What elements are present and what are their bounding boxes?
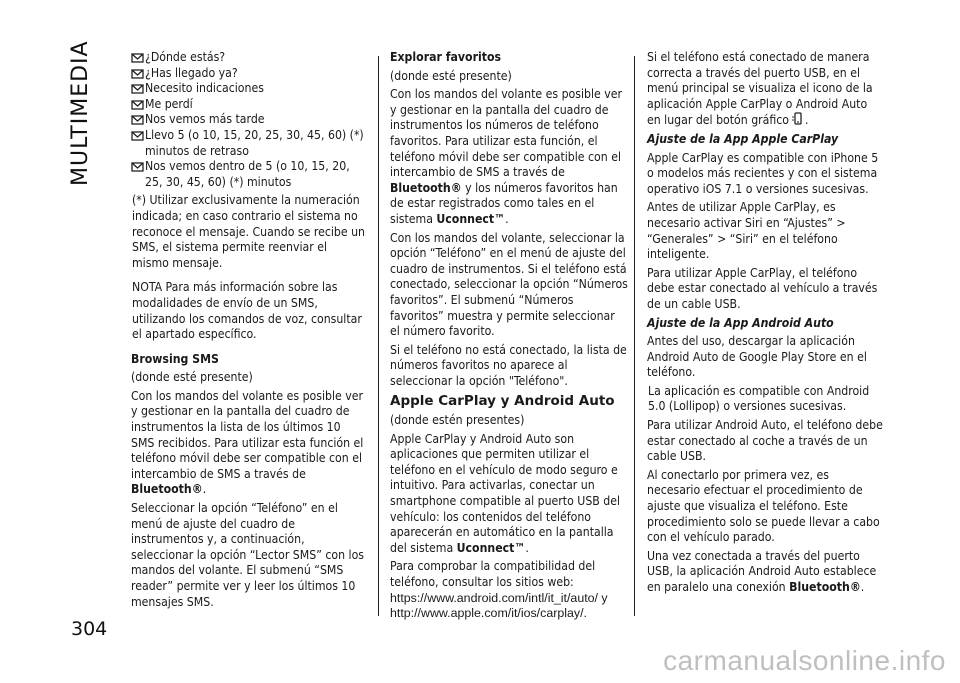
browsing-sms-heading: Browsing SMS <box>131 351 219 366</box>
page-number: 304 <box>71 618 108 640</box>
list-item-text: Nos vemos dentro de 5 (o 10, 15, 20, 25, 30, 45, 60) (*) minutos <box>145 159 350 189</box>
explore-favorites-paragraph-3: Si el teléfono no está conectado, la lista de números favoritos no aparece al seleccionar la opción "Teléfono". <box>390 342 627 388</box>
envelope-icon <box>131 160 145 174</box>
android-paragraph-3: Para utilizar Android Auto, el teléfono debe estar conectado al coche a través de un cable USB. <box>647 418 883 464</box>
apple-paragraph-2: Antes de utilizar Apple CarPlay, es necesario activar Siri en “Ajustes” > “Generales” > “Siri” en el teléfono inteligente. <box>647 200 846 262</box>
list-item-text: Me perdí <box>145 96 193 111</box>
apple-paragraph-3: Para utilizar Apple CarPlay, el teléfono debe estar conectado al vehículo a través de un cable USB. <box>647 265 878 311</box>
smartphone-icon <box>791 112 805 126</box>
list-item <box>131 97 365 113</box>
android-auto-heading: Ajuste de la App Android Auto <box>647 315 834 330</box>
android-paragraph-5: Una vez conectada a través del puerto USB, la aplicación Android Auto establece en paralelo una conexión Bluetooth®. <box>647 548 877 594</box>
list-item <box>131 50 365 66</box>
list-item-text: Necesito indicaciones <box>145 81 264 96</box>
envelope-icon <box>131 51 145 65</box>
apple-url: http://www.apple.com/it/ios/carplay/. <box>390 606 587 621</box>
note-paragraph: NOTA Para más información sobre las modalidades de envío de un SMS, utilizando los comandos de voz, consultar el apartado específico. <box>132 280 362 342</box>
list-item-text: ¿Dónde estás? <box>145 50 226 64</box>
footnote: (*) Utilizar exclusivamente la numeración indicada; en caso contrario el sistema no reconoce el mensaje. Cuando se recibe un SMS, el sistema permite reenviar el mismo mensaje. <box>132 193 366 270</box>
list-item <box>131 66 365 82</box>
section-side-title: MULTIMEDIA <box>68 40 93 186</box>
carplay-section-heading: Apple CarPlay y Android Auto <box>390 393 615 410</box>
browsing-sms-paragraph-1: Con los mandos del volante es posible ver y gestionar en la pantalla del cuadro de instrumentos la lista de los últimos 10 SMS recibidos. Para utilizar esta función el teléfono móvil debe ser compatible con el intercambio de SMS a través de Bluetooth®. <box>131 388 364 497</box>
envelope-icon <box>131 129 145 143</box>
apple-paragraph-1: Apple CarPlay es compatible con iPhone 5 o modelos más recientes y con el sistema operativo iOS 7.1 o versiones sucesivas. <box>647 150 879 196</box>
browsing-sms-subtitle: (donde esté presente) <box>131 370 253 385</box>
envelope-icon <box>131 113 145 127</box>
carplay-paragraph-1: Apple CarPlay y Android Auto son aplicaciones que permiten utilizar el teléfono en el vehículo de modo seguro e intuitivo. Para activarlas, conectar un smartphone compatible al puerto USB del vehículo: los contenidos del teléfono aparecerán en automático en la pantalla del sistema Uconnect™. <box>390 431 621 555</box>
connection-paragraph: Si el teléfono está conectado de manera correcta a través del puerto USB, en el menú principal se visualiza el icono de la aplicación Apple CarPlay o Android Auto en lugar del botón gráfico . <box>647 50 873 128</box>
envelope-icon <box>131 98 145 112</box>
android-url: https://www.android.com/intl/it_it/auto/ y <box>390 590 608 605</box>
envelope-icon <box>131 82 145 96</box>
list-item-text: ¿Has llegado ya? <box>145 65 238 80</box>
android-paragraph-1: Antes del uso, descargar la aplicación Android Auto de Google Play Store en el teléfono. <box>647 334 867 380</box>
apple-carplay-heading: Ajuste de la App Apple CarPlay <box>647 131 839 146</box>
list-item <box>131 81 365 97</box>
android-paragraph-4: Al conectarlo por primera vez, es necesario efectuar el procedimiento de ajuste que visualiza el teléfono. Este procedimiento solo se puede llevar a cabo con el vehículo parado. <box>647 467 880 545</box>
column-divider <box>378 56 379 616</box>
list-item-text: Llevo 5 (o 10, 15, 20, 25, 30, 45, 60) (*) minutos de retraso <box>145 127 364 158</box>
carplay-subtitle: (donde estén presentes) <box>390 413 525 428</box>
column-1 <box>131 50 365 613</box>
column-3 <box>647 50 883 599</box>
browsing-sms-paragraph-2: Seleccionar la opción “Teléfono” en el menú de ajuste del cuadro de instrumentos y, a continuación, seleccionar la opción “Lector SMS” con los mandos del volante. El submenú “SMS reader” permite ver y leer los últimos 10 mensajes SMS. <box>131 501 364 609</box>
explore-favorites-heading: Explorar favoritos <box>390 50 502 64</box>
carplay-paragraph-2: Para comprobar la compatibilidad del teléfono, consultar los sitios web: <box>390 559 596 589</box>
watermark: carmanualsonline.info <box>663 645 946 676</box>
list-item <box>131 128 365 159</box>
list-item <box>131 159 365 190</box>
column-2 <box>390 50 628 622</box>
explore-favorites-paragraph-1: Con los mandos del volante es posible ver y gestionar en la pantalla del cuadro de instrumentos los números de teléfono favoritos. Para utilizar esta función, el teléfono móvil debe ser compatible con el intercambio de SMS a través de Bluetooth® y los números favoritos han de estar registrados como tales en el sistema Uconnect™. <box>390 87 622 226</box>
list-item <box>131 112 365 128</box>
column-divider <box>634 56 635 616</box>
explore-favorites-subtitle: (donde esté presente) <box>390 68 512 83</box>
envelope-icon <box>131 67 145 81</box>
android-paragraph-2: La aplicación es compatible con Android 5.0 (Lollipop) o versiones sucesivas. <box>648 383 870 414</box>
list-item-text: Nos vemos más tarde <box>145 112 265 127</box>
explore-favorites-paragraph-2: Con los mandos del volante, seleccionar la opción “Teléfono” en el menú de ajuste del cuadro de instrumentos. Si el teléfono está conectado, seleccionar la opción “Números favoritos”. El submenú “Números favoritos” muestra y permite seleccionar el número favorito. <box>390 230 628 339</box>
